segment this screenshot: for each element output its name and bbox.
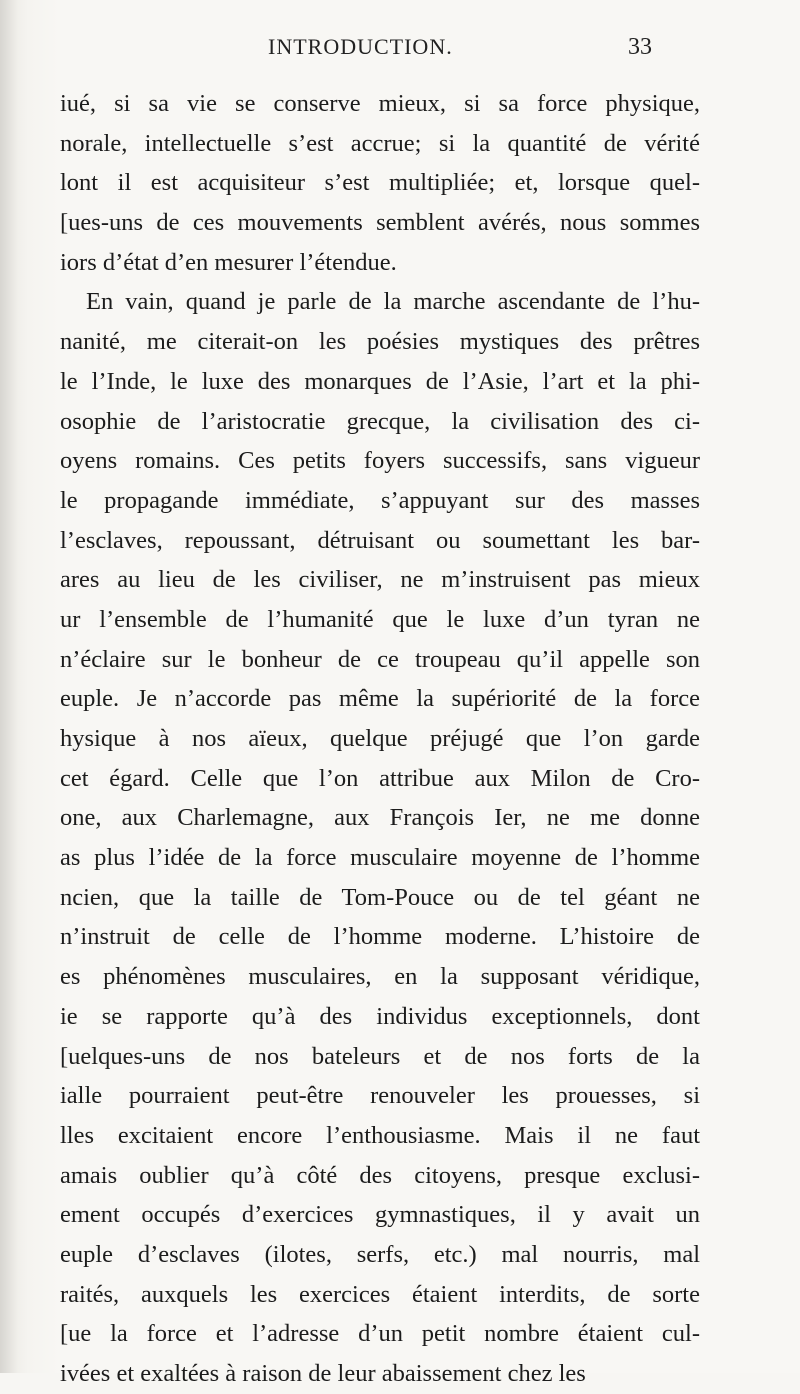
text-line: euple. Je n’accorde pas même la supériorité de la force [60,685,700,713]
text-line: [ues-uns de ces mouvements semblent avérés, nous sommes [60,209,700,237]
text-line: [uelques-uns de nos bateleurs et de nos forts de la [60,1042,700,1070]
text-line: iors d’état d’en mesurer l’étendue. [60,248,397,276]
text-line: raités, auxquels les exercices étaient interdits, de sorte [60,1280,700,1308]
text-line: oyens romains. Ces petits foyers successifs, sans vigueur [60,447,700,475]
text-line: n’instruit de celle de l’homme moderne. L’histoire de [60,923,700,951]
page-header [0,34,800,74]
text-line: one, aux Charlemagne, aux François Ier, ne me donne [60,804,700,832]
text-line: hysique à nos aïeux, quelque préjugé que l’on garde [60,725,700,752]
text-line: euple d’esclaves (ilotes, serfs, etc.) mal nourris, mal [60,1240,700,1268]
text-line: le l’Inde, le luxe des monarques de l’Asie, l’art et la phi- [60,367,700,395]
text-line: norale, intellectuelle s’est accrue; si la quantité de vérité [60,129,700,157]
text-line: lles excitaient encore l’enthousiasme. Mais il ne faut [60,1121,700,1149]
body-text [60,84,700,1394]
text-line: es phénomènes musculaires, en la supposant véridique, [60,963,700,991]
page-number: 33 [628,34,652,60]
text-line: nanité, me citerait-on les poésies mystiques des prêtres [60,328,700,356]
text-line: ur l’ensemble de l’humanité que le luxe d’un tyran ne [60,605,700,633]
text-line: ie se rapporte qu’à des individus exceptionnels, dont [60,1002,700,1030]
text-line: ialle pourraient peut-être renouveler les prouesses, si [60,1082,700,1110]
text-line: cet égard. Celle que l’on attribue aux Milon de Cro- [60,764,700,792]
text-line: ivées et exaltées à raison de leur abaissement chez les [60,1360,586,1387]
text-line: [ue la force et l’adresse d’un petit nombre étaient cul- [60,1320,700,1348]
text-line: ares au lieu de les civiliser, ne m’instruisent pas mieux [60,566,700,594]
running-title: INTRODUCTION. [268,34,453,59]
text-line: n’éclaire sur le bonheur de ce troupeau qu’il appelle son [60,645,700,673]
text-line: as plus l’idée de la force musculaire moyenne de l’homme [60,844,700,872]
text-line: En vain, quand je parle de la marche ascendante de l’hu- [86,288,700,316]
text-line: iué, si sa vie se conserve mieux, si sa force physique, [60,90,700,117]
text-line: ncien, que la taille de Tom-Pouce ou de tel géant ne [60,883,700,911]
text-line: l’esclaves, repoussant, détruisant ou soumettant les bar- [60,526,700,554]
text-line: ement occupés d’exercices gymnastiques, il y avait un [60,1201,700,1229]
text-line: lont il est acquisiteur s’est multipliée; et, lorsque quel- [60,169,700,197]
binding-gutter-shadow [0,0,18,1373]
text-line: le propagande immédiate, s’appuyant sur des masses [60,486,700,514]
text-line: amais oublier qu’à côté des citoyens, presque exclusi- [60,1161,700,1189]
text-line: osophie de l’aristocratie grecque, la civilisation des ci- [60,407,700,435]
